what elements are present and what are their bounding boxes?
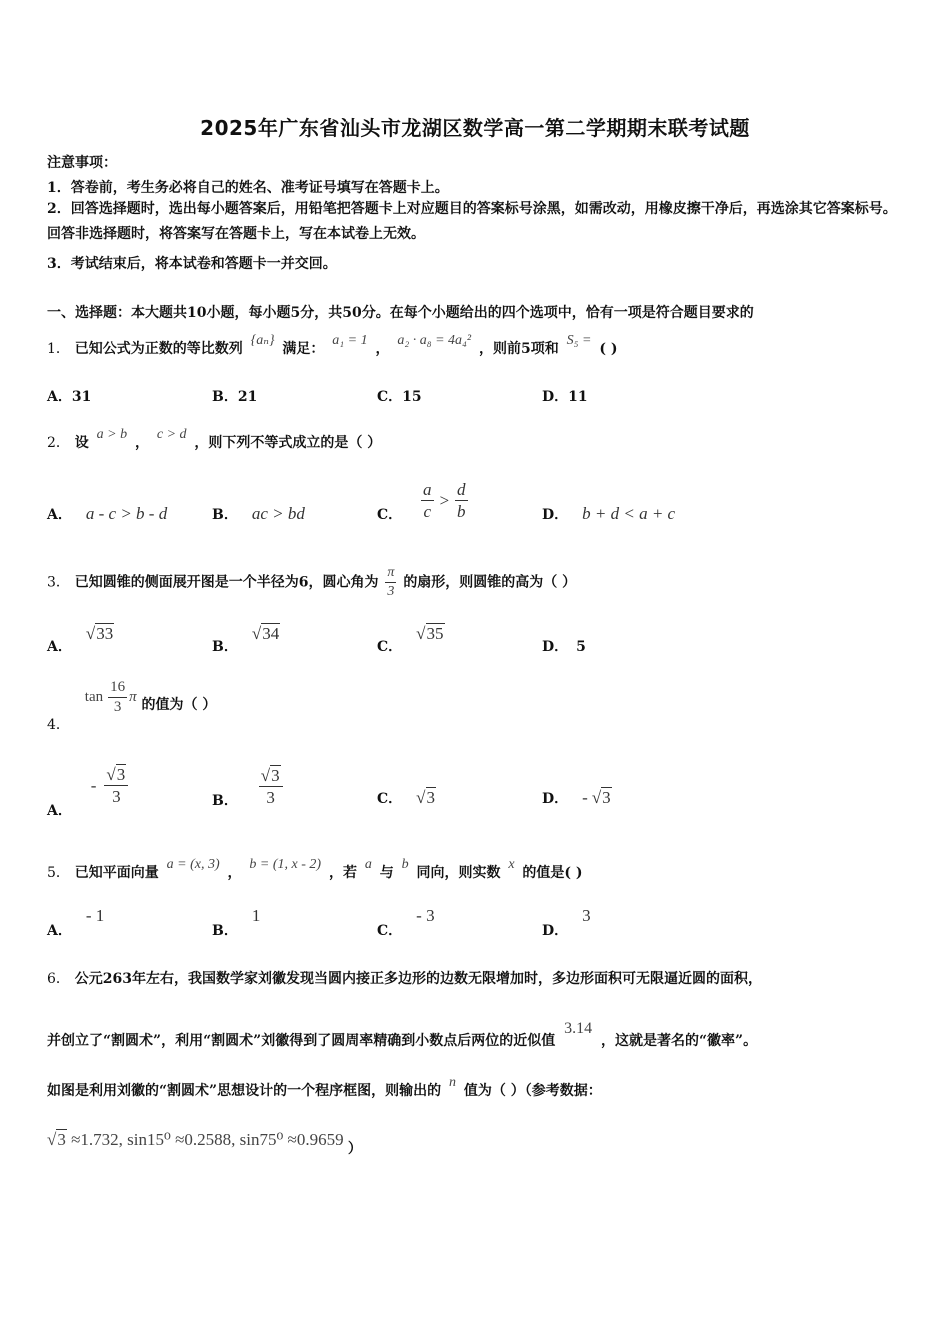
question-text: ，则前5项和: [479, 341, 559, 357]
option-b: B． ac > bd: [212, 504, 305, 523]
question-1: [47, 333, 618, 358]
question-6: [47, 968, 762, 988]
option-b: B．1: [212, 906, 261, 939]
question-text: ，: [375, 341, 390, 357]
option-a: A．√33: [47, 624, 114, 655]
question-6-reference-data: [47, 1130, 362, 1157]
math-expression: S₅ =: [566, 333, 592, 348]
question-text: 已知平面向量: [74, 865, 159, 881]
option-c: C．15: [377, 389, 422, 405]
option-d: D． - √3: [542, 788, 611, 807]
option-b: B．√34: [212, 624, 280, 655]
question-text: 值为（ ）（参考数据：: [463, 1083, 602, 1099]
option-b: B．21: [212, 389, 258, 405]
notice-item-2: 2．回答选择题时，选出每小题答案后，用铅笔把答题卡上对应题目的答案标号涂黑，如需改动，用橡皮擦干净后，再选涂其它答案标号。回答非选择题时，将答案写在答题卡上，写在本试卷上无效。: [47, 201, 897, 242]
question-text: 与: [379, 865, 394, 881]
option-d: D． b + d < a + c: [542, 504, 676, 523]
option-c: C．√35: [377, 624, 444, 655]
option-a: A． - $\frac{√3}{3}$: [47, 766, 130, 805]
notice-item-3: 3．考试结束后，将本试卷和答题卡一并交回。: [47, 256, 337, 272]
question-6-line-2: [47, 1020, 758, 1050]
page-title: 2025年广东省汕头市龙湖区数学高一第二学期期末联考试题: [200, 116, 750, 140]
math-expression: {aₙ}: [250, 333, 275, 348]
math-expression: √3 ≈1.732, sin15⁰ ≈0.2588, sin75⁰ ≈0.9659: [47, 1130, 344, 1149]
option-c: C． $\frac{a}{c}$ > $\frac{d}{b}$: [377, 480, 466, 523]
math-expression: a > b: [96, 427, 128, 442]
question-text: 已知公式为正数的等比数列: [74, 341, 243, 357]
question-text: 设: [74, 435, 89, 451]
option-d: D．11: [542, 389, 588, 405]
math-expression: a = (x, 3): [166, 857, 220, 872]
question-text: 同向，则实数: [416, 865, 501, 881]
question-6-line-3: [47, 1075, 602, 1100]
question-number: 5．: [47, 865, 70, 881]
question-number: 1．: [47, 341, 70, 357]
question-text: ，若: [328, 865, 357, 881]
question-text: 公元263年左右，我国数学家刘徽发现当圆内接正多边形的边数无限增加时，多边形面积可无限逼近圆的面积，: [74, 971, 763, 987]
math-expression: tan $\frac{16}{3}$ π: [84, 679, 137, 715]
math-expression: a₂ · a₈ = 4a₄²: [397, 333, 472, 348]
question-text: ，则下列不等式成立的是（ ）: [194, 435, 382, 451]
option-d: D．3: [542, 906, 591, 939]
option-c: C． √3: [377, 788, 435, 807]
question-text: 满足：: [282, 341, 325, 357]
question-5: [47, 857, 583, 882]
option-a: A．- 1: [47, 906, 105, 939]
option-d: D． 5: [542, 639, 586, 655]
question-2: [47, 427, 382, 452]
math-expression: b: [401, 857, 409, 872]
question-4: [47, 679, 217, 733]
question-number: 3．: [47, 574, 70, 591]
question-text: 的值为（ ）: [141, 697, 217, 713]
question-text: ，: [227, 865, 242, 881]
question-3: [47, 566, 576, 599]
option-c: C．- 3: [377, 906, 435, 939]
question-number: 2．: [47, 435, 70, 451]
question-text: 并创立了“割圆术”，利用“割圆术”刘徽得到了圆周率精确到小数点后两位的近似值: [47, 1033, 556, 1049]
option-b: B． $\frac{√3}{3}$: [212, 766, 285, 806]
question-text: 的值是( ): [522, 865, 583, 881]
question-text: 如图是利用刘徽的“割圆术”思想设计的一个程序框图，则输出的: [47, 1083, 442, 1099]
question-text: ）: [347, 1141, 362, 1157]
section-heading: 一、选择题：本大题共10小题，每小题5分，共50分。在每个小题给出的四个选项中，恰有一项是符合题目要求的: [47, 305, 754, 321]
answer-blank: ( ): [599, 341, 618, 357]
math-expression: b = (1, x - 2): [249, 857, 322, 872]
question-number: 4．: [47, 717, 70, 733]
notice-heading: 注意事项：: [47, 155, 117, 171]
question-text: 已知圆锥的侧面展开图是一个半径为6，圆心角为: [74, 574, 379, 591]
math-expression: $\frac{\pi}{3}$: [387, 565, 395, 599]
math-expression: a: [364, 857, 372, 872]
math-expression: a₁ = 1: [332, 333, 368, 348]
notice-item-1: 1．答卷前，考生务必将自己的姓名、准考证号填写在答题卡上。: [47, 180, 449, 196]
math-expression: x: [508, 857, 515, 872]
question-text: ，: [135, 435, 149, 451]
question-text: 的扇形，则圆锥的高为（ ）: [403, 574, 577, 591]
question-number: 6．: [47, 971, 70, 987]
option-a: A．31: [47, 389, 92, 405]
option-a: A． a - c > b - d: [47, 504, 168, 523]
math-expression: 3.14: [564, 1020, 593, 1037]
question-text: ，这就是著名的“徽率”。: [600, 1033, 758, 1049]
math-expression: n: [448, 1075, 456, 1090]
math-expression: c > d: [156, 427, 187, 442]
